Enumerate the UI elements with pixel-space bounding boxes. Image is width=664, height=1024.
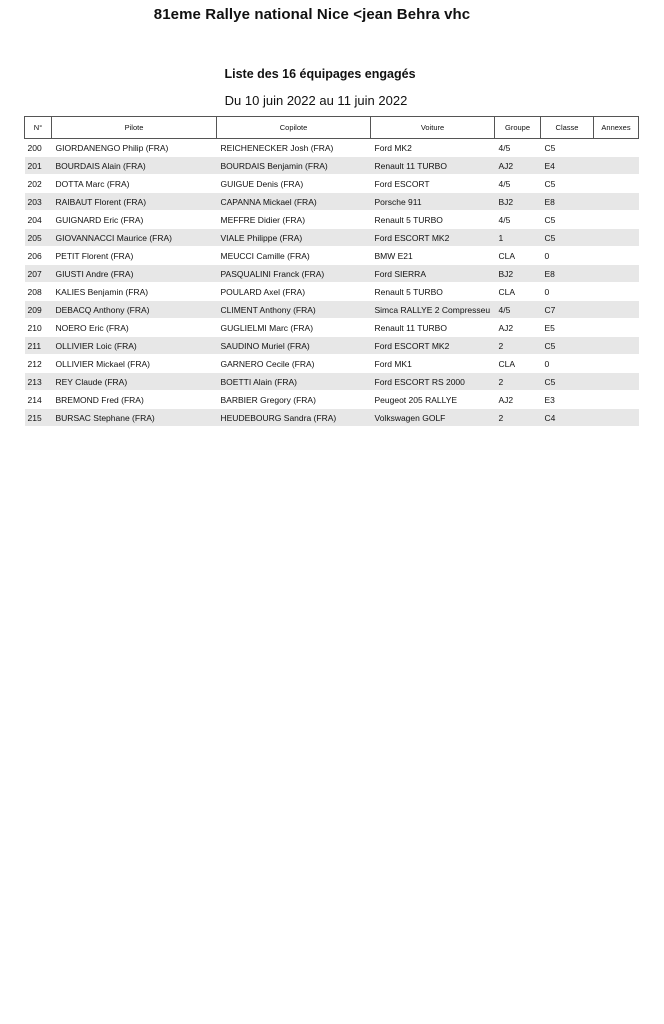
table-row <box>25 247 639 265</box>
entry-number: 200 <box>25 139 52 157</box>
entry-number: 210 <box>25 319 52 337</box>
copilot-name: REICHENECKER Josh (FRA) <box>217 139 371 157</box>
annexes <box>594 355 639 373</box>
table-row <box>25 265 639 283</box>
table-row <box>25 157 639 175</box>
header-row <box>25 117 639 139</box>
class: E3 <box>541 391 594 409</box>
annexes <box>594 157 639 175</box>
class: 0 <box>541 355 594 373</box>
table-body <box>25 139 639 427</box>
entry-number: 207 <box>25 265 52 283</box>
car-model: Volkswagen GOLF <box>371 409 495 427</box>
pilot-name: DOTTA Marc (FRA) <box>52 175 217 193</box>
copilot-name: POULARD Axel (FRA) <box>217 283 371 301</box>
car-model: Ford ESCORT MK2 <box>371 229 495 247</box>
pilot-name: OLLIVIER Mickael (FRA) <box>52 355 217 373</box>
group: CLA <box>495 247 541 265</box>
table-row <box>25 355 639 373</box>
entry-number: 208 <box>25 283 52 301</box>
class: C5 <box>541 229 594 247</box>
col-number-header: N° <box>25 117 52 139</box>
annexes <box>594 229 639 247</box>
annexes <box>594 283 639 301</box>
class: C5 <box>541 337 594 355</box>
copilot-name: SAUDINO Muriel (FRA) <box>217 337 371 355</box>
copilot-name: VIALE Philippe (FRA) <box>217 229 371 247</box>
col-annexes-header: Annexes <box>594 117 639 139</box>
table-row <box>25 139 639 157</box>
table-row <box>25 373 639 391</box>
group: BJ2 <box>495 193 541 211</box>
pilot-name: GUIGNARD Eric (FRA) <box>52 211 217 229</box>
page-title: 81eme Rallye national Nice <jean Behra vhc <box>153 6 471 23</box>
class: C5 <box>541 211 594 229</box>
annexes <box>594 247 639 265</box>
copilot-name: CAPANNA Mickael (FRA) <box>217 193 371 211</box>
group: 2 <box>495 409 541 427</box>
pilot-name: BREMOND Fred (FRA) <box>52 391 217 409</box>
group: 2 <box>495 337 541 355</box>
table-row <box>25 337 639 355</box>
car-model: Ford ESCORT <box>371 175 495 193</box>
col-class-header: Classe <box>541 117 594 139</box>
car-model: Renault 11 TURBO <box>371 157 495 175</box>
pilot-name: PETIT Florent (FRA) <box>52 247 217 265</box>
car-model: BMW E21 <box>371 247 495 265</box>
car-model: Ford MK1 <box>371 355 495 373</box>
table-header <box>25 117 639 139</box>
pilot-name: GIOVANNACCI Maurice (FRA) <box>52 229 217 247</box>
event-dates: Du 10 juin 2022 au 11 juin 2022 <box>224 93 408 108</box>
class: E4 <box>541 157 594 175</box>
copilot-name: PASQUALINI Franck (FRA) <box>217 265 371 283</box>
copilot-name: GUIGUE Denis (FRA) <box>217 175 371 193</box>
annexes <box>594 139 639 157</box>
annexes <box>594 301 639 319</box>
entry-number: 209 <box>25 301 52 319</box>
annexes <box>594 409 639 427</box>
car-model: Peugeot 205 RALLYE <box>371 391 495 409</box>
copilot-name: BOETTI Alain (FRA) <box>217 373 371 391</box>
table-row <box>25 283 639 301</box>
class: C5 <box>541 175 594 193</box>
group: 4/5 <box>495 175 541 193</box>
copilot-name: BOURDAIS Benjamin (FRA) <box>217 157 371 175</box>
car-model: Ford ESCORT MK2 <box>371 337 495 355</box>
group: 4/5 <box>495 301 541 319</box>
entry-number: 203 <box>25 193 52 211</box>
col-pilot-header: Pilote <box>52 117 217 139</box>
pilot-name: DEBACQ Anthony (FRA) <box>52 301 217 319</box>
col-copilot-header: Copilote <box>217 117 371 139</box>
copilot-name: GUGLIELMI Marc (FRA) <box>217 319 371 337</box>
group: CLA <box>495 355 541 373</box>
copilot-name: MEFFRE Didier (FRA) <box>217 211 371 229</box>
entry-number: 213 <box>25 373 52 391</box>
class: E8 <box>541 193 594 211</box>
pilot-name: NOERO Eric (FRA) <box>52 319 217 337</box>
car-model: Porsche 911 <box>371 193 495 211</box>
pilot-name: KALIES Benjamin (FRA) <box>52 283 217 301</box>
entry-number: 201 <box>25 157 52 175</box>
group: 1 <box>495 229 541 247</box>
group: 4/5 <box>495 211 541 229</box>
group: 4/5 <box>495 139 541 157</box>
class: C4 <box>541 409 594 427</box>
group: AJ2 <box>495 157 541 175</box>
car-model: Ford SIERRA <box>371 265 495 283</box>
car-model: Simca RALLYE 2 Compresseu <box>371 301 495 319</box>
class: E5 <box>541 319 594 337</box>
group: 2 <box>495 373 541 391</box>
annexes <box>594 265 639 283</box>
annexes <box>594 175 639 193</box>
class: C7 <box>541 301 594 319</box>
entry-list-table <box>24 116 639 427</box>
car-model: Ford MK2 <box>371 139 495 157</box>
pilot-name: RAIBAUT Florent (FRA) <box>52 193 217 211</box>
class: C5 <box>541 373 594 391</box>
table-row <box>25 319 639 337</box>
list-subtitle: Liste des 16 équipages engagés <box>224 67 416 81</box>
table-row <box>25 229 639 247</box>
entry-number: 202 <box>25 175 52 193</box>
col-group-header: Groupe <box>495 117 541 139</box>
table-row <box>25 391 639 409</box>
pilot-name: REY Claude (FRA) <box>52 373 217 391</box>
class: E8 <box>541 265 594 283</box>
pilot-name: GIORDANENGO Philip (FRA) <box>52 139 217 157</box>
car-model: Renault 11 TURBO <box>371 319 495 337</box>
annexes <box>594 391 639 409</box>
copilot-name: GARNERO Cecile (FRA) <box>217 355 371 373</box>
entry-number: 212 <box>25 355 52 373</box>
annexes <box>594 211 639 229</box>
table-row <box>25 211 639 229</box>
entry-number: 211 <box>25 337 52 355</box>
group: BJ2 <box>495 265 541 283</box>
col-car-header: Voiture <box>371 117 495 139</box>
table-row <box>25 193 639 211</box>
annexes <box>594 193 639 211</box>
copilot-name: CLIMENT Anthony (FRA) <box>217 301 371 319</box>
entry-number: 206 <box>25 247 52 265</box>
group: CLA <box>495 283 541 301</box>
entry-number: 215 <box>25 409 52 427</box>
class: C5 <box>541 139 594 157</box>
car-model: Renault 5 TURBO <box>371 211 495 229</box>
copilot-name: HEUDEBOURG Sandra (FRA) <box>217 409 371 427</box>
car-model: Ford ESCORT RS 2000 <box>371 373 495 391</box>
entry-number: 214 <box>25 391 52 409</box>
annexes <box>594 319 639 337</box>
pilot-name: OLLIVIER Loic (FRA) <box>52 337 217 355</box>
copilot-name: MEUCCI Camille (FRA) <box>217 247 371 265</box>
annexes <box>594 337 639 355</box>
car-model: Renault 5 TURBO <box>371 283 495 301</box>
table-row <box>25 301 639 319</box>
copilot-name: BARBIER Gregory (FRA) <box>217 391 371 409</box>
class: 0 <box>541 247 594 265</box>
group: AJ2 <box>495 319 541 337</box>
class: 0 <box>541 283 594 301</box>
pilot-name: BOURDAIS Alain (FRA) <box>52 157 217 175</box>
pilot-name: GIUSTI Andre (FRA) <box>52 265 217 283</box>
group: AJ2 <box>495 391 541 409</box>
entry-number: 204 <box>25 211 52 229</box>
entry-number: 205 <box>25 229 52 247</box>
table-row <box>25 175 639 193</box>
table-row <box>25 409 639 427</box>
pilot-name: BURSAC Stephane (FRA) <box>52 409 217 427</box>
annexes <box>594 373 639 391</box>
